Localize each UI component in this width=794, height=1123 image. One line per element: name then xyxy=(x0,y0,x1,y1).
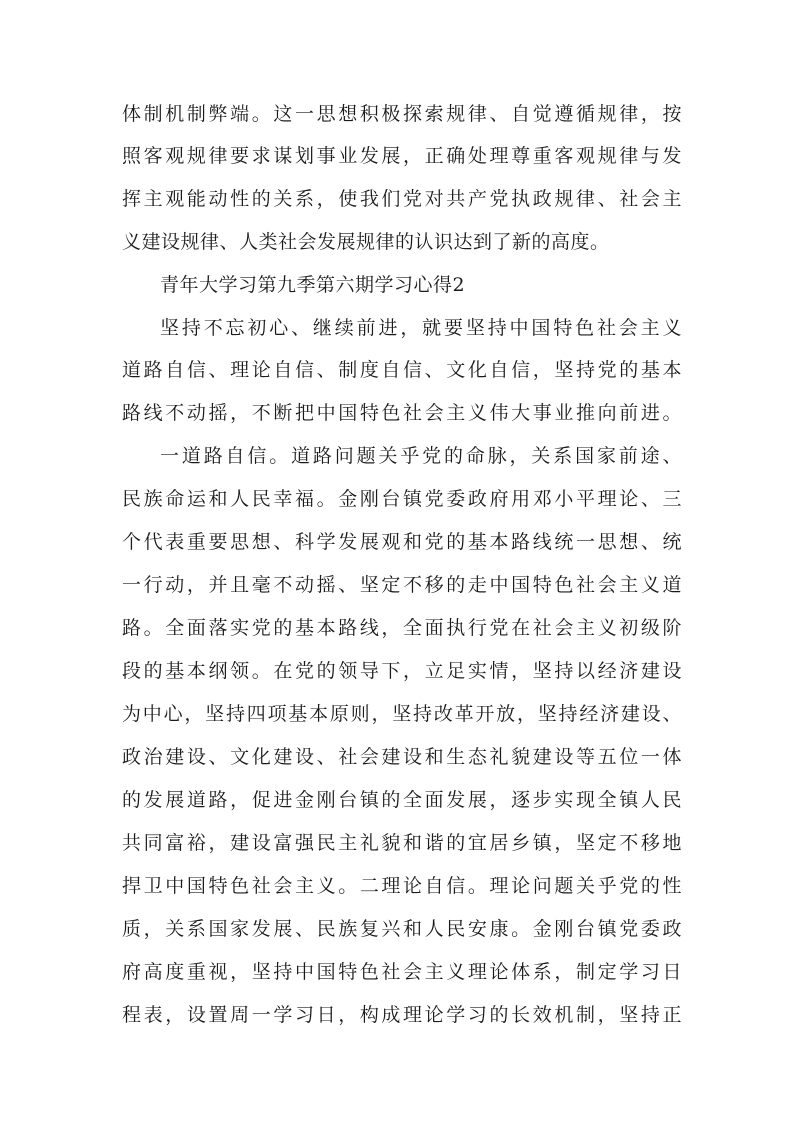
text-line: 个代表重要思想、科学发展观和党的基本路线统一思想、统 xyxy=(122,531,682,553)
text-line: 捍卫中国特色社会主义。二理论自信。理论问题关乎党的性 xyxy=(122,875,682,897)
text-line: 质，关系国家发展、民族复兴和人民安康。金刚台镇党委政 xyxy=(122,918,682,940)
text-line: 为中心，坚持四项基本原则，坚持改革开放，坚持经济建设、 xyxy=(122,703,682,725)
text-line: 路。全面落实党的基本路线，全面执行党在社会主义初级阶 xyxy=(122,617,682,639)
text-line: 挥主观能动性的关系，使我们党对共产党执政规律、社会主 xyxy=(122,188,682,210)
text-line: 体制机制弊端。这一思想积极探索规律、自觉遵循规律，按 xyxy=(122,103,682,125)
text-line: 照客观规律要求谋划事业发展，正确处理尊重客观规律与发 xyxy=(122,145,682,167)
text-line: 共同富裕，建设富强民主礼貌和谐的宜居乡镇，坚定不移地 xyxy=(122,832,682,854)
text-line: 一行动，并且毫不动摇、坚定不移的走中国特色社会主义道 xyxy=(122,574,682,596)
text-line: 政治建设、文化建设、社会建设和生态礼貌建设等五位一体 xyxy=(122,746,682,768)
text-line: 民族命运和人民幸福。金刚台镇党委政府用邓小平理论、三 xyxy=(122,488,682,510)
text-line: 段的基本纲领。在党的领导下，立足实情，坚持以经济建设 xyxy=(122,660,682,682)
text-line: 府高度重视，坚持中国特色社会主义理论体系，制定学习日 xyxy=(122,961,682,983)
text-line: 一道路自信。道路问题关乎党的命脉，关系国家前途、 xyxy=(160,445,682,467)
text-line: 道路自信、理论自信、制度自信、文化自信，坚持党的基本 xyxy=(122,359,682,381)
text-line: 路线不动摇，不断把中国特色社会主义伟大事业推向前进。 xyxy=(122,402,682,424)
text-line: 的发展道路，促进金刚台镇的全面发展，逐步实现全镇人民 xyxy=(122,789,682,811)
text-line: 义建设规律、人类社会发展规律的认识达到了新的高度。 xyxy=(122,231,610,253)
section-heading: 青年大学习第九季第六期学习心得2 xyxy=(160,274,466,296)
text-line: 坚持不忘初心、继续前进，就要坚持中国特色社会主义 xyxy=(160,317,682,339)
text-line: 程表，设置周一学习日，构成理论学习的长效机制，坚持正 xyxy=(122,1004,682,1026)
